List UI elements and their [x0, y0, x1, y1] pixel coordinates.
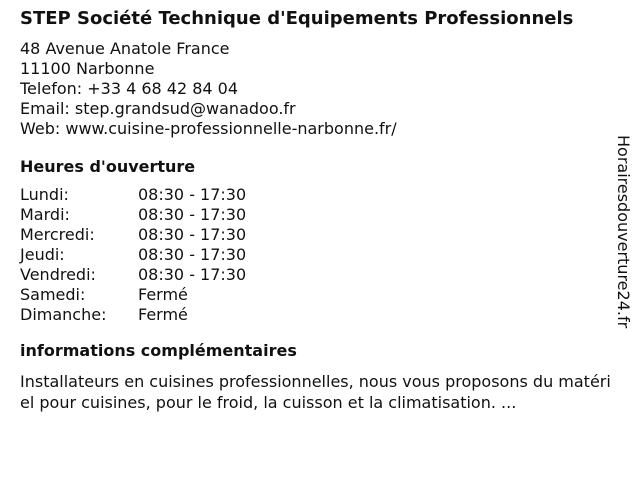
hours-time: 08:30 - 17:30	[138, 265, 247, 284]
info-heading: informations complémentaires	[20, 341, 297, 360]
email: Email: step.grandsud@wanadoo.fr	[20, 99, 296, 118]
watermark: Horairesdouverture24.fr	[614, 135, 633, 329]
hours-time: Fermé	[138, 285, 188, 304]
info-description: Installateurs en cuisines professionnelles, nous vous proposons du matériel pour cuisines, pour le froid, la cuisson et la climatisation. ...	[20, 372, 611, 412]
hours-day: Dimanche:	[20, 305, 107, 324]
hours-time: Fermé	[138, 305, 188, 324]
phone: Telefon: +33 4 68 42 84 04	[20, 79, 239, 98]
hours-row-thursday	[20, 245, 620, 265]
street-address: 48 Avenue Anatole France	[20, 39, 230, 58]
business-card	[20, 8, 620, 413]
hours-table	[20, 185, 620, 325]
hours-day: Vendredi:	[20, 265, 96, 284]
hours-row-sunday	[20, 305, 620, 325]
hours-day: Mercredi:	[20, 225, 95, 244]
hours-row-saturday	[20, 285, 620, 305]
hours-heading: Heures d'ouverture	[20, 157, 196, 176]
hours-day: Samedi:	[20, 285, 86, 304]
hours-day: Jeudi:	[20, 245, 65, 264]
hours-row-monday	[20, 185, 620, 205]
hours-row-tuesday	[20, 205, 620, 225]
website: Web: www.cuisine-professionnelle-narbonne.fr/	[20, 119, 397, 138]
hours-time: 08:30 - 17:30	[138, 225, 247, 244]
hours-row-wednesday	[20, 225, 620, 245]
city: 11100 Narbonne	[20, 59, 155, 78]
business-title: STEP Société Technique d'Equipements Professionnels	[20, 8, 574, 29]
hours-time: 08:30 - 17:30	[138, 205, 247, 224]
contact-block	[20, 39, 620, 139]
hours-row-friday	[20, 265, 620, 285]
hours-day: Mardi:	[20, 205, 70, 224]
hours-day: Lundi:	[20, 185, 69, 204]
hours-time: 08:30 - 17:30	[138, 245, 247, 264]
hours-time: 08:30 - 17:30	[138, 185, 247, 204]
